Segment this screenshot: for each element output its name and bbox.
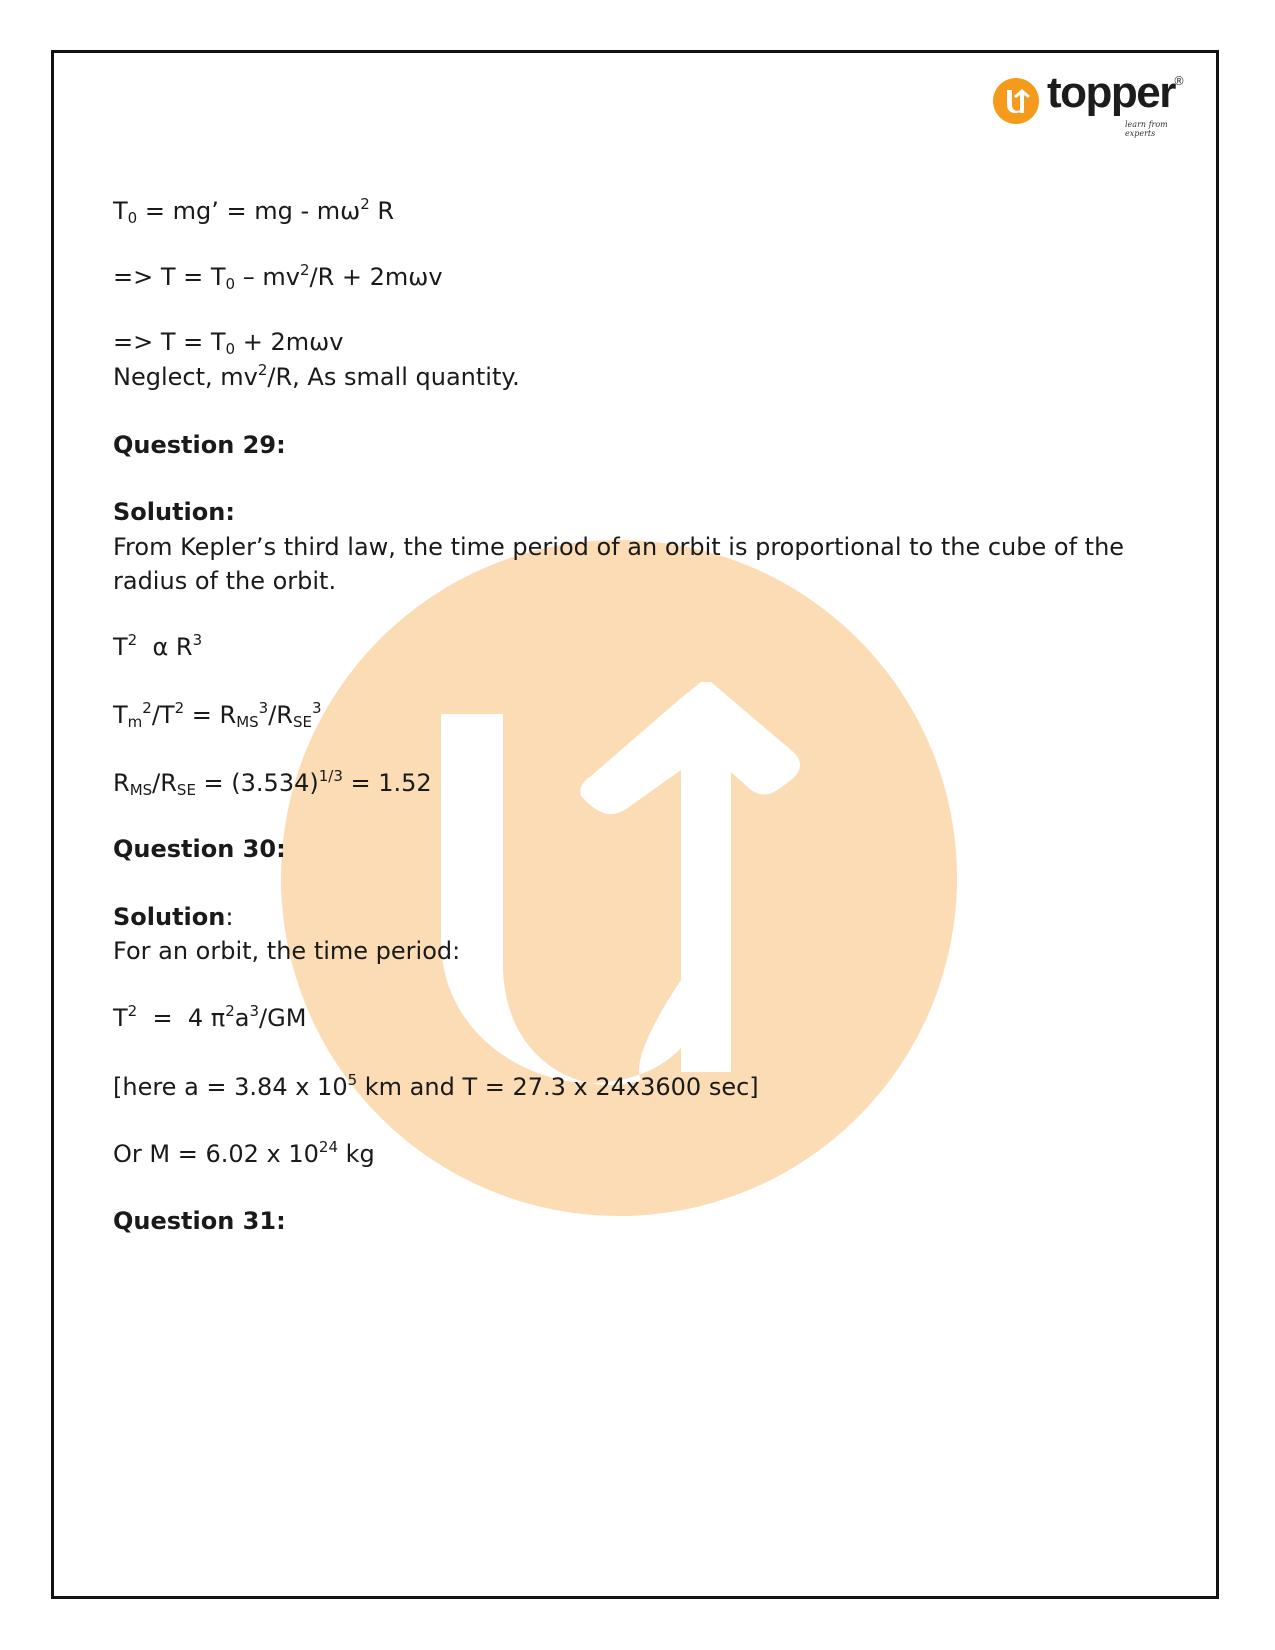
registered-mark: ® — [1173, 74, 1185, 88]
brand-logo — [993, 68, 1193, 138]
logo-badge-icon — [993, 78, 1039, 124]
watermark-logo — [281, 540, 957, 1216]
question-30-heading: Question 30: — [113, 835, 286, 863]
equation-t-minus: => $T = T_0 - mv^2/R + 2m\omega v$ — [113, 261, 443, 293]
given-values: [here a = 3.84 x $10^5$ km and T = 27.3 x 24x3600 sec] — [113, 1071, 759, 1101]
question-29-solution-label: Solution: — [113, 498, 235, 526]
solution-word: Solution — [113, 903, 226, 931]
logo-wordmark: topper — [1047, 68, 1175, 117]
question-30-solution-label — [113, 900, 233, 934]
equation-radius-result: $R_{MS}/R_{SE} = (3.534)^{1/3} = 1.52$ — [113, 767, 432, 799]
equation-t0: $T_0$ = mg’ = mg - $m\omega^2$ R — [113, 195, 395, 227]
neglect-note: Neglect, $mv^2/R$, As small quantity. — [113, 361, 520, 391]
equation-ratio: $T_m^2/T^2 = R_{MS}^3/R_{SE}^3$ — [113, 699, 322, 731]
question-29-heading: Question 29: — [113, 431, 286, 459]
solution-colon: : — [225, 903, 234, 931]
equation-period: $T^2 = 4$ $\pi^2a^3/GM$ — [113, 1002, 307, 1032]
question-29-text: From Kepler’s third law, the time period of an orbit is proportional to the cube of the radius of the orbit. — [113, 533, 1125, 595]
watermark-circle — [281, 540, 957, 1216]
logo-tagline: learn from experts — [1125, 120, 1168, 138]
equation-t-plus: => $T = T_0 + 2m\omega v$ — [113, 328, 344, 358]
question-30-text: For an orbit, the time period: — [113, 937, 461, 965]
question-31-heading: Question 31: — [113, 1207, 286, 1235]
equation-mass: Or M = 6.02 x $10^{24}$ kg — [113, 1138, 375, 1168]
equation-proportion: $T^2$ α $R^3$ — [113, 631, 203, 661]
